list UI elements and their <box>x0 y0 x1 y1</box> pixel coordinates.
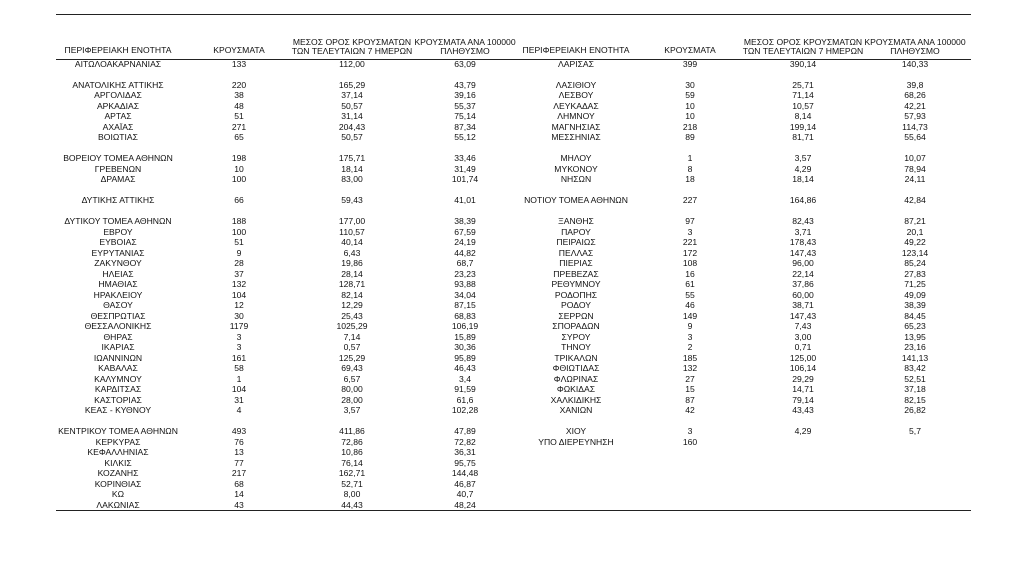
cell-per100k: 49,09 <box>904 289 926 300</box>
cell-avg7: 204,43 <box>338 121 366 132</box>
cell-per100k: 52,51 <box>904 373 926 384</box>
cell-per100k: 24,11 <box>904 174 926 185</box>
cell-avg7: 18,14 <box>792 174 814 185</box>
cell-avg7: 29,29 <box>792 373 814 384</box>
cell-cases: 10 <box>685 111 695 122</box>
cell-per100k: 34,04 <box>454 289 476 300</box>
cell-avg7: 147,43 <box>789 247 817 258</box>
cell-region: ΠΡΕΒΕΖΑΣ <box>553 268 599 279</box>
cell-per100k: 55,12 <box>454 132 476 143</box>
cell-cases: 217 <box>231 468 247 479</box>
cell-per100k: 93,88 <box>454 279 476 290</box>
cell-per100k: 68,83 <box>454 310 476 321</box>
cell-region: ΚΩ <box>111 489 125 500</box>
cell-avg7: 3,00 <box>794 331 812 342</box>
cell-avg7: 18,14 <box>341 163 363 174</box>
cell-cases: 227 <box>682 195 698 206</box>
cell-avg7: 83,00 <box>341 174 363 185</box>
cell-per100k: 37,18 <box>904 384 926 395</box>
cell-cases: 31 <box>234 394 244 405</box>
header-per100k-line1: ΚΡΟΥΣΜΑΤΑ ΑΝΑ 100000 <box>864 37 966 47</box>
cell-cases: 12 <box>234 300 244 311</box>
cell-region: ΘΕΣΣΑΛΟΝΙΚΗΣ <box>84 321 152 332</box>
cell-region: ΔΥΤΙΚΟΥ ΤΟΜΕΑ ΑΘΗΝΩΝ <box>64 216 172 227</box>
cell-cases: 1 <box>236 373 242 384</box>
cell-region: ΠΙΕΡΙΑΣ <box>559 258 593 269</box>
cell-per100k: 27,83 <box>904 268 926 279</box>
cell-cases: 3 <box>687 226 693 237</box>
cell-cases: 104 <box>231 384 247 395</box>
cell-cases: 3 <box>687 331 693 342</box>
cell-region: ΗΡΑΚΛΕΙΟΥ <box>93 289 143 300</box>
cell-cases: 46 <box>685 300 695 311</box>
cell-region: ΡΟΔΟΠΗΣ <box>554 289 598 300</box>
cell-cases: 37 <box>234 268 244 279</box>
cell-per100k: 141,13 <box>901 352 929 363</box>
cell-per100k: 75,14 <box>454 111 476 122</box>
cell-per100k: 41,01 <box>454 195 476 206</box>
cell-region: ΗΜΑΘΙΑΣ <box>98 279 138 290</box>
cell-per100k: 40,7 <box>456 489 474 500</box>
cell-per100k: 72,82 <box>454 436 476 447</box>
cell-cases: 16 <box>685 268 695 279</box>
cell-avg7: 40,14 <box>341 237 363 248</box>
cell-cases: 18 <box>685 174 695 185</box>
cell-avg7: 390,14 <box>789 59 817 69</box>
cell-cases: 77 <box>234 457 244 468</box>
cell-cases: 161 <box>231 352 247 363</box>
cell-avg7: 177,00 <box>338 216 366 227</box>
cell-cases: 48 <box>234 100 244 111</box>
cell-per100k: 43,79 <box>454 79 476 90</box>
cell-per100k: 61,6 <box>456 394 474 405</box>
header-avg7-line2: ΤΩΝ ΤΕΛΕΥΤΑΙΩΝ 7 ΗΜΕΡΩΝ <box>742 46 864 56</box>
cell-avg7: 82,43 <box>792 216 814 227</box>
cell-avg7: 76,14 <box>341 457 363 468</box>
cell-avg7: 96,00 <box>792 258 814 269</box>
cell-avg7: 106,14 <box>789 363 817 374</box>
cell-avg7: 6,57 <box>343 373 361 384</box>
cell-per100k: 20,1 <box>906 226 924 237</box>
cell-cases: 104 <box>231 289 247 300</box>
cell-per100k: 49,22 <box>904 237 926 248</box>
header-avg7-line1: ΜΕΣΟΣ ΟΡΟΣ ΚΡΟΥΣΜΑΤΩΝ <box>743 37 863 47</box>
cell-per100k: 55,64 <box>904 132 926 143</box>
cell-cases: 30 <box>685 79 695 90</box>
cell-cases: 132 <box>231 279 247 290</box>
cell-per100k: 140,33 <box>901 59 929 69</box>
cell-region: ΕΥΒΟΙΑΣ <box>99 237 137 248</box>
cell-region: ΜΑΓΝΗΣΙΑΣ <box>551 121 601 132</box>
cell-region: ΗΛΕΙΑΣ <box>102 268 134 279</box>
cell-per100k: 39,16 <box>454 90 476 101</box>
header-per100k-line1: ΚΡΟΥΣΜΑΤΑ ΑΝΑ 100000 <box>414 37 516 47</box>
cell-region: ΚΟΡΙΝΘΙΑΣ <box>94 478 142 489</box>
cell-cases: 172 <box>682 247 698 258</box>
cell-avg7: 164,86 <box>789 195 817 206</box>
cell-region: ΦΘΙΩΤΙΔΑΣ <box>552 363 600 374</box>
cell-avg7: 72,86 <box>341 436 363 447</box>
cell-avg7: 8,00 <box>343 489 361 500</box>
cell-cases: 8 <box>687 163 693 174</box>
cell-region: ΚΕΝΤΡΙΚΟΥ ΤΟΜΕΑ ΑΘΗΝΩΝ <box>58 426 178 437</box>
cell-region: ΑΧΑΪΑΣ <box>102 121 134 132</box>
cell-avg7: 14,71 <box>792 384 814 395</box>
cell-per100k: 42,84 <box>904 195 926 206</box>
cell-per100k: 102,28 <box>451 405 479 416</box>
cell-avg7: 4,29 <box>794 163 812 174</box>
cell-avg7: 37,14 <box>341 90 363 101</box>
cell-per100k: 31,49 <box>454 163 476 174</box>
cell-region: ΞΑΝΘΗΣ <box>558 216 594 227</box>
cell-region: ΠΕΙΡΑΙΩΣ <box>556 237 596 248</box>
cell-avg7: 6,43 <box>343 247 361 258</box>
cell-cases: 100 <box>231 174 247 185</box>
cell-avg7: 4,29 <box>794 426 812 437</box>
cell-avg7: 110,57 <box>339 226 365 237</box>
cell-cases: 42 <box>685 405 695 416</box>
cell-per100k: 23,16 <box>904 342 926 353</box>
cell-per100k: 26,82 <box>904 405 926 416</box>
cell-cases: 220 <box>231 79 247 90</box>
cell-region: ΚΕΡΚΥΡΑΣ <box>95 436 141 447</box>
cell-cases: 14 <box>234 489 244 500</box>
cell-avg7: 411,86 <box>339 426 365 437</box>
cell-cases: 59 <box>685 90 695 101</box>
cell-avg7: 50,57 <box>341 100 363 111</box>
cell-region: ΦΛΩΡΙΝΑΣ <box>553 373 599 384</box>
cell-per100k: 78,94 <box>904 163 926 174</box>
top-rule <box>56 14 971 15</box>
cell-cases: 43 <box>234 499 244 510</box>
cell-avg7: 19,86 <box>341 258 363 269</box>
cell-region: ΜΗΛΟΥ <box>560 153 592 164</box>
cell-per100k: 83,42 <box>904 363 926 374</box>
cell-region: ΔΡΑΜΑΣ <box>100 174 136 185</box>
cell-cases: 108 <box>682 258 698 269</box>
cell-cases: 10 <box>234 163 244 174</box>
cell-per100k: 87,15 <box>454 300 476 311</box>
cell-per100k: 95,75 <box>454 457 476 468</box>
cell-region: ΛΑΚΩΝΙΑΣ <box>96 499 140 510</box>
cell-cases: 28 <box>234 258 244 269</box>
cell-avg7: 60,00 <box>792 289 814 300</box>
cell-region: ΝΗΣΩΝ <box>560 174 592 185</box>
cell-per100k: 3,4 <box>459 373 471 384</box>
cell-region: ΚΙΛΚΙΣ <box>104 457 132 468</box>
cell-region: ΒΟΙΩΤΙΑΣ <box>98 132 138 143</box>
cell-avg7: 22,14 <box>792 268 814 279</box>
cell-cases: 27 <box>685 373 695 384</box>
cell-cases: 160 <box>682 436 698 447</box>
cell-per100k: 55,37 <box>454 100 476 111</box>
cell-cases: 13 <box>234 447 244 458</box>
cell-avg7: 50,57 <box>341 132 363 143</box>
cell-cases: 51 <box>234 111 244 122</box>
cell-cases: 493 <box>231 426 247 437</box>
cell-avg7: 31,14 <box>341 111 363 122</box>
cell-cases: 30 <box>234 310 244 321</box>
cell-per100k: 38,39 <box>904 300 926 311</box>
cell-avg7: 44,43 <box>341 499 363 510</box>
cell-cases: 3 <box>236 331 242 342</box>
cell-region: ΕΒΡΟΥ <box>103 226 133 237</box>
cell-cases: 4 <box>236 405 242 416</box>
cell-per100k: 48,24 <box>454 499 476 510</box>
cell-avg7: 125,00 <box>789 352 817 363</box>
cell-avg7: 3,57 <box>794 153 812 164</box>
cell-region: ΧΙΟΥ <box>565 426 587 437</box>
cell-cases: 218 <box>682 121 698 132</box>
header-region: ΠΕΡΙΦΕΡΕΙΑΚΗ ΕΝΟΤΗΤΑ <box>64 45 172 55</box>
cell-per100k: 123,14 <box>901 247 929 258</box>
cell-region: ΛΑΡΙΣΑΣ <box>558 59 594 69</box>
cell-avg7: 0,71 <box>794 342 812 353</box>
cell-per100k: 23,23 <box>454 268 476 279</box>
cell-region: ΡΟΔΟΥ <box>561 300 591 311</box>
cell-per100k: 38,39 <box>454 216 476 227</box>
header-avg7-line2: ΤΩΝ ΤΕΛΕΥΤΑΙΩΝ 7 ΗΜΕΡΩΝ <box>291 46 413 56</box>
cell-avg7: 128,71 <box>338 279 366 290</box>
cell-per100k: 15,89 <box>454 331 476 342</box>
cell-cases: 66 <box>234 195 244 206</box>
cell-cases: 271 <box>231 121 247 132</box>
cell-per100k: 47,89 <box>454 426 476 437</box>
cell-avg7: 71,14 <box>792 90 814 101</box>
cell-per100k: 84,45 <box>904 310 926 321</box>
cell-region: ΥΠΟ ΔΙΕΡΕΥΝΗΣΗ <box>538 436 614 447</box>
cell-cases: 9 <box>236 247 242 258</box>
cell-avg7: 12,29 <box>341 300 363 311</box>
cell-region: ΝΟΤΙΟΥ ΤΟΜΕΑ ΑΘΗΝΩΝ <box>524 195 628 206</box>
cell-avg7: 59,43 <box>341 195 363 206</box>
cell-avg7: 38,71 <box>792 300 814 311</box>
cell-region: ΖΑΚΥΝΘΟΥ <box>94 258 142 269</box>
cell-avg7: 25,71 <box>792 79 814 90</box>
cell-per100k: 13,95 <box>904 331 926 342</box>
cell-per100k: 114,73 <box>902 121 928 132</box>
cell-cases: 38 <box>234 90 244 101</box>
cell-region: ΔΥΤΙΚΗΣ ΑΤΤΙΚΗΣ <box>81 195 155 206</box>
cell-region: ΣΥΡΟΥ <box>561 331 591 342</box>
cell-avg7: 43,43 <box>792 405 814 416</box>
cell-avg7: 69,43 <box>341 363 363 374</box>
cell-per100k: 67,59 <box>454 226 476 237</box>
cell-cases: 87 <box>685 394 695 405</box>
cell-per100k: 68,7 <box>456 258 474 269</box>
cell-avg7: 28,14 <box>341 268 363 279</box>
cell-cases: 3 <box>687 426 693 437</box>
cell-per100k: 68,26 <box>904 90 926 101</box>
cell-avg7: 81,71 <box>792 132 814 143</box>
header-avg7-line1: ΜΕΣΟΣ ΟΡΟΣ ΚΡΟΥΣΜΑΤΩΝ <box>292 37 412 47</box>
cell-cases: 133 <box>231 59 247 69</box>
cell-per100k: 36,31 <box>454 447 476 458</box>
cell-cases: 1179 <box>229 321 249 332</box>
cell-region: ΠΑΡΟΥ <box>561 226 591 237</box>
cell-region: ΚΕΑΣ - ΚΥΘΝΟΥ <box>84 405 152 416</box>
cell-cases: 55 <box>685 289 695 300</box>
cell-region: ΚΑΣΤΟΡΙΑΣ <box>94 394 142 405</box>
cell-per100k: 87,34 <box>454 121 476 132</box>
cell-region: ΛΕΥΚΑΔΑΣ <box>553 100 599 111</box>
cell-region: ΓΡΕΒΕΝΩΝ <box>94 163 142 174</box>
cell-region: ΑΙΤΩΛΟΑΚΑΡΝΑΝΙΑΣ <box>74 59 162 69</box>
cell-cases: 185 <box>682 352 698 363</box>
cell-region: ΦΩΚΙΔΑΣ <box>556 384 596 395</box>
cell-region: ΛΑΣΙΘΙΟΥ <box>555 79 597 90</box>
cell-cases: 3 <box>236 342 242 353</box>
cell-cases: 58 <box>234 363 244 374</box>
cell-per100k: 91,59 <box>454 384 476 395</box>
cell-region: ΑΡΤΑΣ <box>104 111 132 122</box>
cell-avg7: 25,43 <box>341 310 363 321</box>
cell-per100k: 30,36 <box>454 342 476 353</box>
cell-avg7: 7,14 <box>343 331 361 342</box>
cell-region: ΣΠΟΡΑΔΩΝ <box>552 321 600 332</box>
cell-per100k: 24,19 <box>454 237 476 248</box>
cell-avg7: 199,14 <box>789 121 817 132</box>
cell-per100k: 33,46 <box>454 153 476 164</box>
cell-region: ΛΗΜΝΟΥ <box>557 111 595 122</box>
cell-region: ΛΕΣΒΟΥ <box>558 90 594 101</box>
cell-cases: 76 <box>234 436 244 447</box>
cell-per100k: 10,07 <box>904 153 926 164</box>
cell-cases: 1 <box>687 153 693 164</box>
cell-region: ΣΕΡΡΩΝ <box>558 310 594 321</box>
cell-cases: 68 <box>234 478 244 489</box>
cell-avg7: 165,29 <box>338 79 366 90</box>
cell-cases: 89 <box>685 132 695 143</box>
cell-avg7: 80,00 <box>341 384 363 395</box>
cell-cases: 2 <box>687 342 693 353</box>
bottom-rule <box>56 510 971 511</box>
cell-per100k: 5,7 <box>909 426 921 437</box>
cell-per100k: 85,24 <box>904 258 926 269</box>
cell-cases: 399 <box>682 59 698 69</box>
cell-region: ΙΚΑΡΙΑΣ <box>101 342 135 353</box>
cell-region: ΚΟΖΑΝΗΣ <box>97 468 139 479</box>
header-region: ΠΕΡΙΦΕΡΕΙΑΚΗ ΕΝΟΤΗΤΑ <box>522 45 630 55</box>
cell-avg7: 7,43 <box>794 321 812 332</box>
cell-region: ΕΥΡΥΤΑΝΙΑΣ <box>91 247 145 258</box>
cell-per100k: 39,8 <box>906 79 924 90</box>
cell-region: ΒΟΡΕΙΟΥ ΤΟΜΕΑ ΑΘΗΝΩΝ <box>63 153 173 164</box>
cell-region: ΡΕΘΥΜΝΟΥ <box>551 279 601 290</box>
cell-per100k: 42,21 <box>904 100 926 111</box>
cell-region: ΘΑΣΟΥ <box>103 300 133 311</box>
cell-avg7: 162,71 <box>338 468 366 479</box>
cell-avg7: 178,43 <box>789 237 817 248</box>
cell-per100k: 101,74 <box>451 174 479 185</box>
cell-cases: 188 <box>231 216 247 227</box>
cell-per100k: 46,43 <box>454 363 476 374</box>
header-rule <box>56 59 971 60</box>
cell-cases: 221 <box>682 237 698 248</box>
cell-region: ΙΩΑΝΝΙΝΩΝ <box>93 352 143 363</box>
cell-cases: 51 <box>234 237 244 248</box>
cell-region: ΑΡΓΟΛΙΔΑΣ <box>94 90 142 101</box>
cell-region: ΜΥΚΟΝΟΥ <box>554 163 598 174</box>
cell-region: ΧΑΛΚΙΔΙΚΗΣ <box>550 394 602 405</box>
header-cases: ΚΡΟΥΣΜΑΤΑ <box>213 45 265 55</box>
cell-cases: 97 <box>685 216 695 227</box>
cell-avg7: 10,57 <box>792 100 814 111</box>
cell-per100k: 46,87 <box>454 478 476 489</box>
cell-per100k: 95,89 <box>454 352 476 363</box>
cell-region: ΤΡΙΚΑΛΩΝ <box>554 352 598 363</box>
cell-cases: 15 <box>685 384 695 395</box>
cell-cases: 65 <box>234 132 244 143</box>
cell-per100k: 65,23 <box>904 321 926 332</box>
cell-region: ΚΑΛΥΜΝΟΥ <box>94 373 142 384</box>
header-per100k-line2: ΠΛΗΘΥΣΜΟ <box>440 46 490 56</box>
cell-avg7: 28,00 <box>341 394 363 405</box>
cell-cases: 61 <box>685 279 695 290</box>
cell-per100k: 71,25 <box>904 279 926 290</box>
cell-region: ΘΕΣΠΡΩΤΙΑΣ <box>90 310 146 321</box>
cell-region: ΧΑΝΙΩΝ <box>559 405 593 416</box>
cell-cases: 149 <box>682 310 698 321</box>
cell-avg7: 175,71 <box>338 153 366 164</box>
cell-avg7: 82,14 <box>341 289 363 300</box>
cell-region: ΑΡΚΑΔΙΑΣ <box>96 100 140 111</box>
cell-per100k: 144,48 <box>451 468 479 479</box>
cell-per100k: 57,93 <box>904 111 926 122</box>
cell-region: ΜΕΣΣΗΝΙΑΣ <box>551 132 601 143</box>
cell-per100k: 82,15 <box>904 394 926 405</box>
cell-avg7: 0,57 <box>343 342 361 353</box>
cell-avg7: 8,14 <box>794 111 812 122</box>
cell-cases: 198 <box>231 153 247 164</box>
cell-per100k: 44,82 <box>454 247 476 258</box>
cell-region: ΚΑΒΑΛΑΣ <box>98 363 138 374</box>
cell-region: ΚΑΡΔΙΤΣΑΣ <box>94 384 142 395</box>
cell-avg7: 3,57 <box>343 405 361 416</box>
cell-cases: 10 <box>685 100 695 111</box>
cell-avg7: 1025,29 <box>336 321 368 332</box>
cell-avg7: 52,71 <box>341 478 363 489</box>
header-cases: ΚΡΟΥΣΜΑΤΑ <box>664 45 716 55</box>
cell-region: ΚΕΦΑΛΛΗΝΙΑΣ <box>87 447 149 458</box>
cell-cases: 132 <box>682 363 698 374</box>
cell-avg7: 10,86 <box>341 447 363 458</box>
cell-per100k: 106,19 <box>451 321 479 332</box>
cell-avg7: 79,14 <box>792 394 814 405</box>
cell-avg7: 125,29 <box>338 352 366 363</box>
header-per100k-line2: ΠΛΗΘΥΣΜΟ <box>890 46 940 56</box>
cell-avg7: 37,86 <box>792 279 814 290</box>
cell-avg7: 112,00 <box>339 59 365 69</box>
cell-per100k: 87,21 <box>904 216 926 227</box>
cell-region: ΑΝΑΤΟΛΙΚΗΣ ΑΤΤΙΚΗΣ <box>72 79 164 90</box>
cell-cases: 100 <box>231 226 247 237</box>
cell-avg7: 147,43 <box>789 310 817 321</box>
cell-region: ΠΕΛΛΑΣ <box>558 247 594 258</box>
cell-avg7: 3,71 <box>794 226 812 237</box>
cell-per100k: 63,09 <box>454 59 476 69</box>
cell-region: ΤΗΝΟΥ <box>561 342 591 353</box>
cell-region: ΘΗΡΑΣ <box>103 331 133 342</box>
cell-cases: 9 <box>687 321 693 332</box>
